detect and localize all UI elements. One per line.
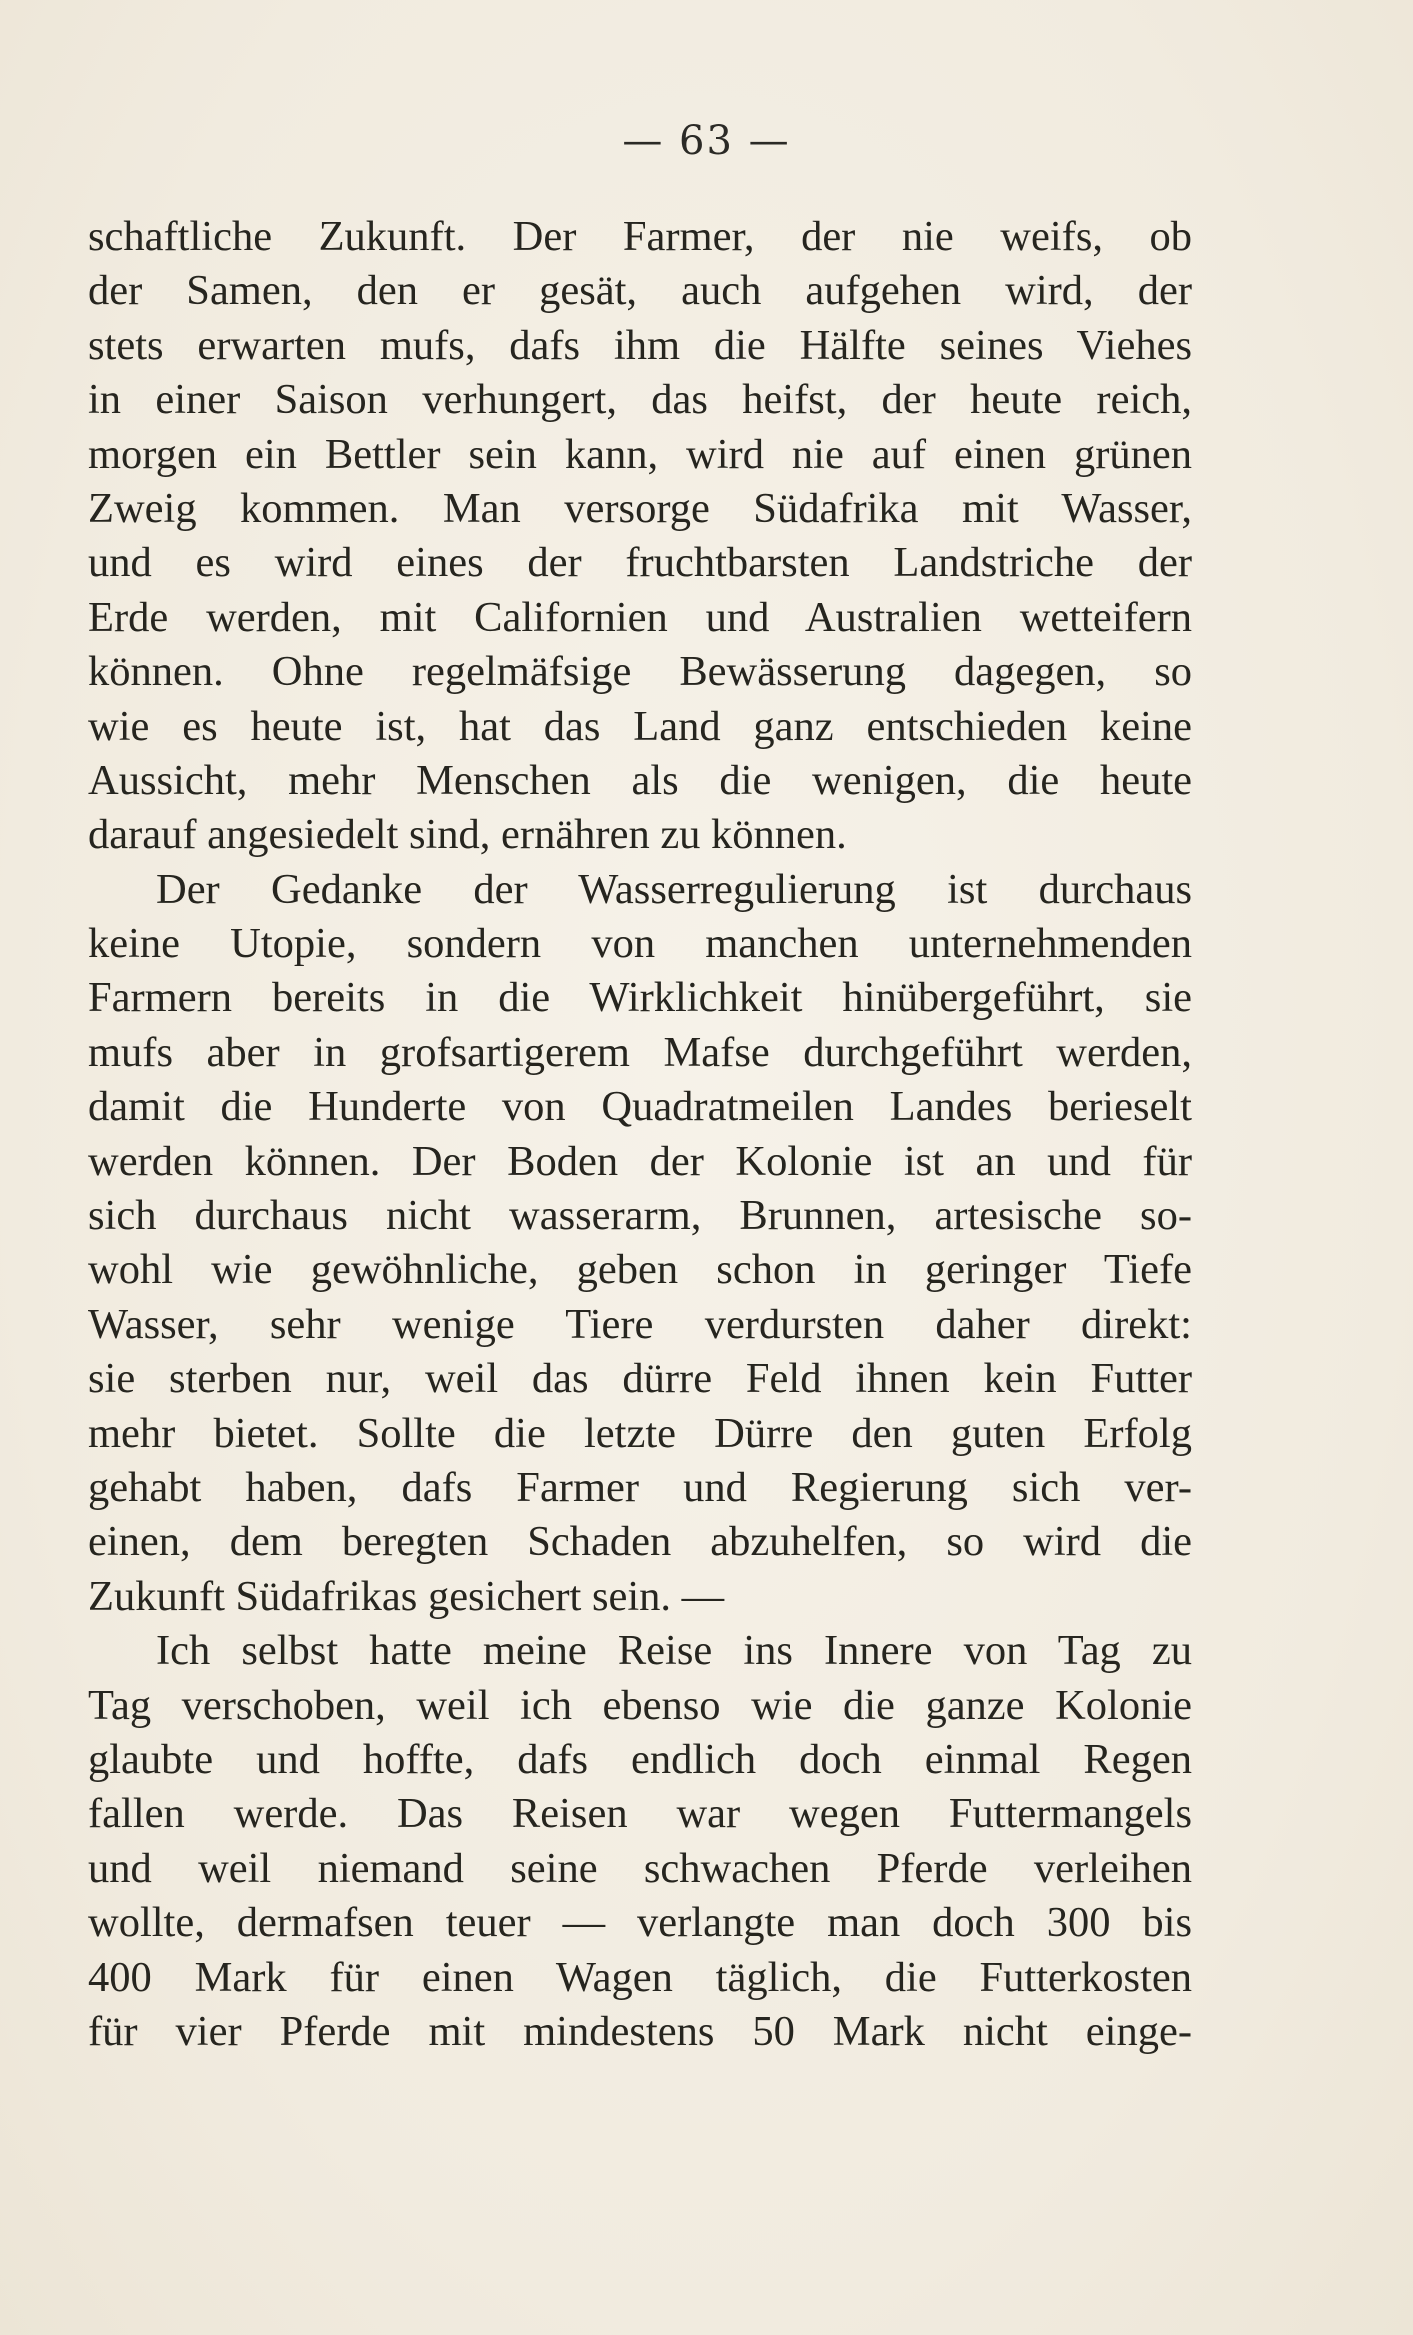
text-line: wohl wie gewöhnliche, geben schon in geringer Tiefe — [88, 1246, 1192, 1294]
text-line: sie sterben nur, weil das dürre Feld ihnen kein Futter — [88, 1355, 1192, 1403]
text-line: mehr bietet. Sollte die letzte Dürre den guten Erfolg — [88, 1409, 1192, 1457]
text-line: für vier Pferde mit mindestens 50 Mark nicht einge- — [88, 2007, 1192, 2055]
text-line: Tag verschoben, weil ich ebenso wie die ganze Kolonie — [88, 1681, 1192, 1729]
text-line: stets erwarten mufs, dafs ihm die Hälfte seines Viehes — [88, 321, 1192, 369]
text-line: schaftliche Zukunft. Der Farmer, der nie weifs, ob — [88, 213, 1192, 260]
text-line: wollte, dermafsen teuer — verlangte man doch 300 bis — [88, 1899, 1192, 1947]
text-line: und weil niemand seine schwachen Pferde verleihen — [88, 1844, 1192, 1892]
body-text — [88, 210, 1192, 2059]
text-line: morgen ein Bettler sein kann, wird nie auf einen grünen — [88, 430, 1192, 478]
text-line: fallen werde. Das Reisen war wegen Futtermangels — [88, 1790, 1192, 1838]
text-line: Farmern bereits in die Wirklichkeit hinübergeführt, sie — [88, 974, 1192, 1022]
text-line: glaubte und hoffte, dafs endlich doch einmal Regen — [88, 1735, 1192, 1783]
text-line: mufs aber in grofsartigerem Mafse durchgeführt werden, — [88, 1028, 1192, 1076]
text-line: 400 Mark für einen Wagen täglich, die Futterkosten — [88, 1953, 1192, 2001]
page-number: — 63 — — [622, 118, 791, 164]
text-line: in einer Saison verhungert, das heifst, der heute reich, — [88, 376, 1192, 424]
text-line: Ich selbst hatte meine Reise ins Innere von Tag zu — [156, 1627, 1192, 1675]
text-line: damit die Hunderte von Quadratmeilen Landes berieselt — [88, 1083, 1192, 1131]
text-line: wie es heute ist, hat das Land ganz entschieden keine — [88, 702, 1192, 750]
text-line: Zukunft Südafrikas gesichert sein. — — [88, 1572, 725, 1620]
text-line: keine Utopie, sondern von manchen unternehmenden — [88, 920, 1192, 968]
text-line: einen, dem beregten Schaden abzuhelfen, so wird die — [88, 1518, 1192, 1566]
text-line: Aussicht, mehr Menschen als die wenigen, die heute — [88, 756, 1192, 804]
text-line: Erde werden, mit Californien und Australien wetteifern — [88, 593, 1192, 641]
text-line: der Samen, den er gesät, auch aufgehen wird, der — [88, 267, 1192, 315]
text-line: können. Ohne regelmäfsige Bewässerung dagegen, so — [88, 648, 1192, 696]
text-line: darauf angesiedelt sind, ernähren zu können. — [88, 811, 847, 859]
text-line: Der Gedanke der Wasserregulierung ist durchaus — [156, 865, 1192, 913]
text-line: Wasser, sehr wenige Tiere verdursten daher direkt: — [88, 1300, 1192, 1348]
text-line: werden können. Der Boden der Kolonie ist an und für — [88, 1137, 1192, 1185]
text-line: gehabt haben, dafs Farmer und Regierung sich ver- — [88, 1463, 1192, 1511]
text-line: Zweig kommen. Man versorge Südafrika mit Wasser, — [88, 484, 1192, 532]
text-line: sich durchaus nicht wasserarm, Brunnen, artesische so- — [88, 1192, 1192, 1240]
text-line: und es wird eines der fruchtbarsten Landstriche der — [88, 539, 1192, 587]
